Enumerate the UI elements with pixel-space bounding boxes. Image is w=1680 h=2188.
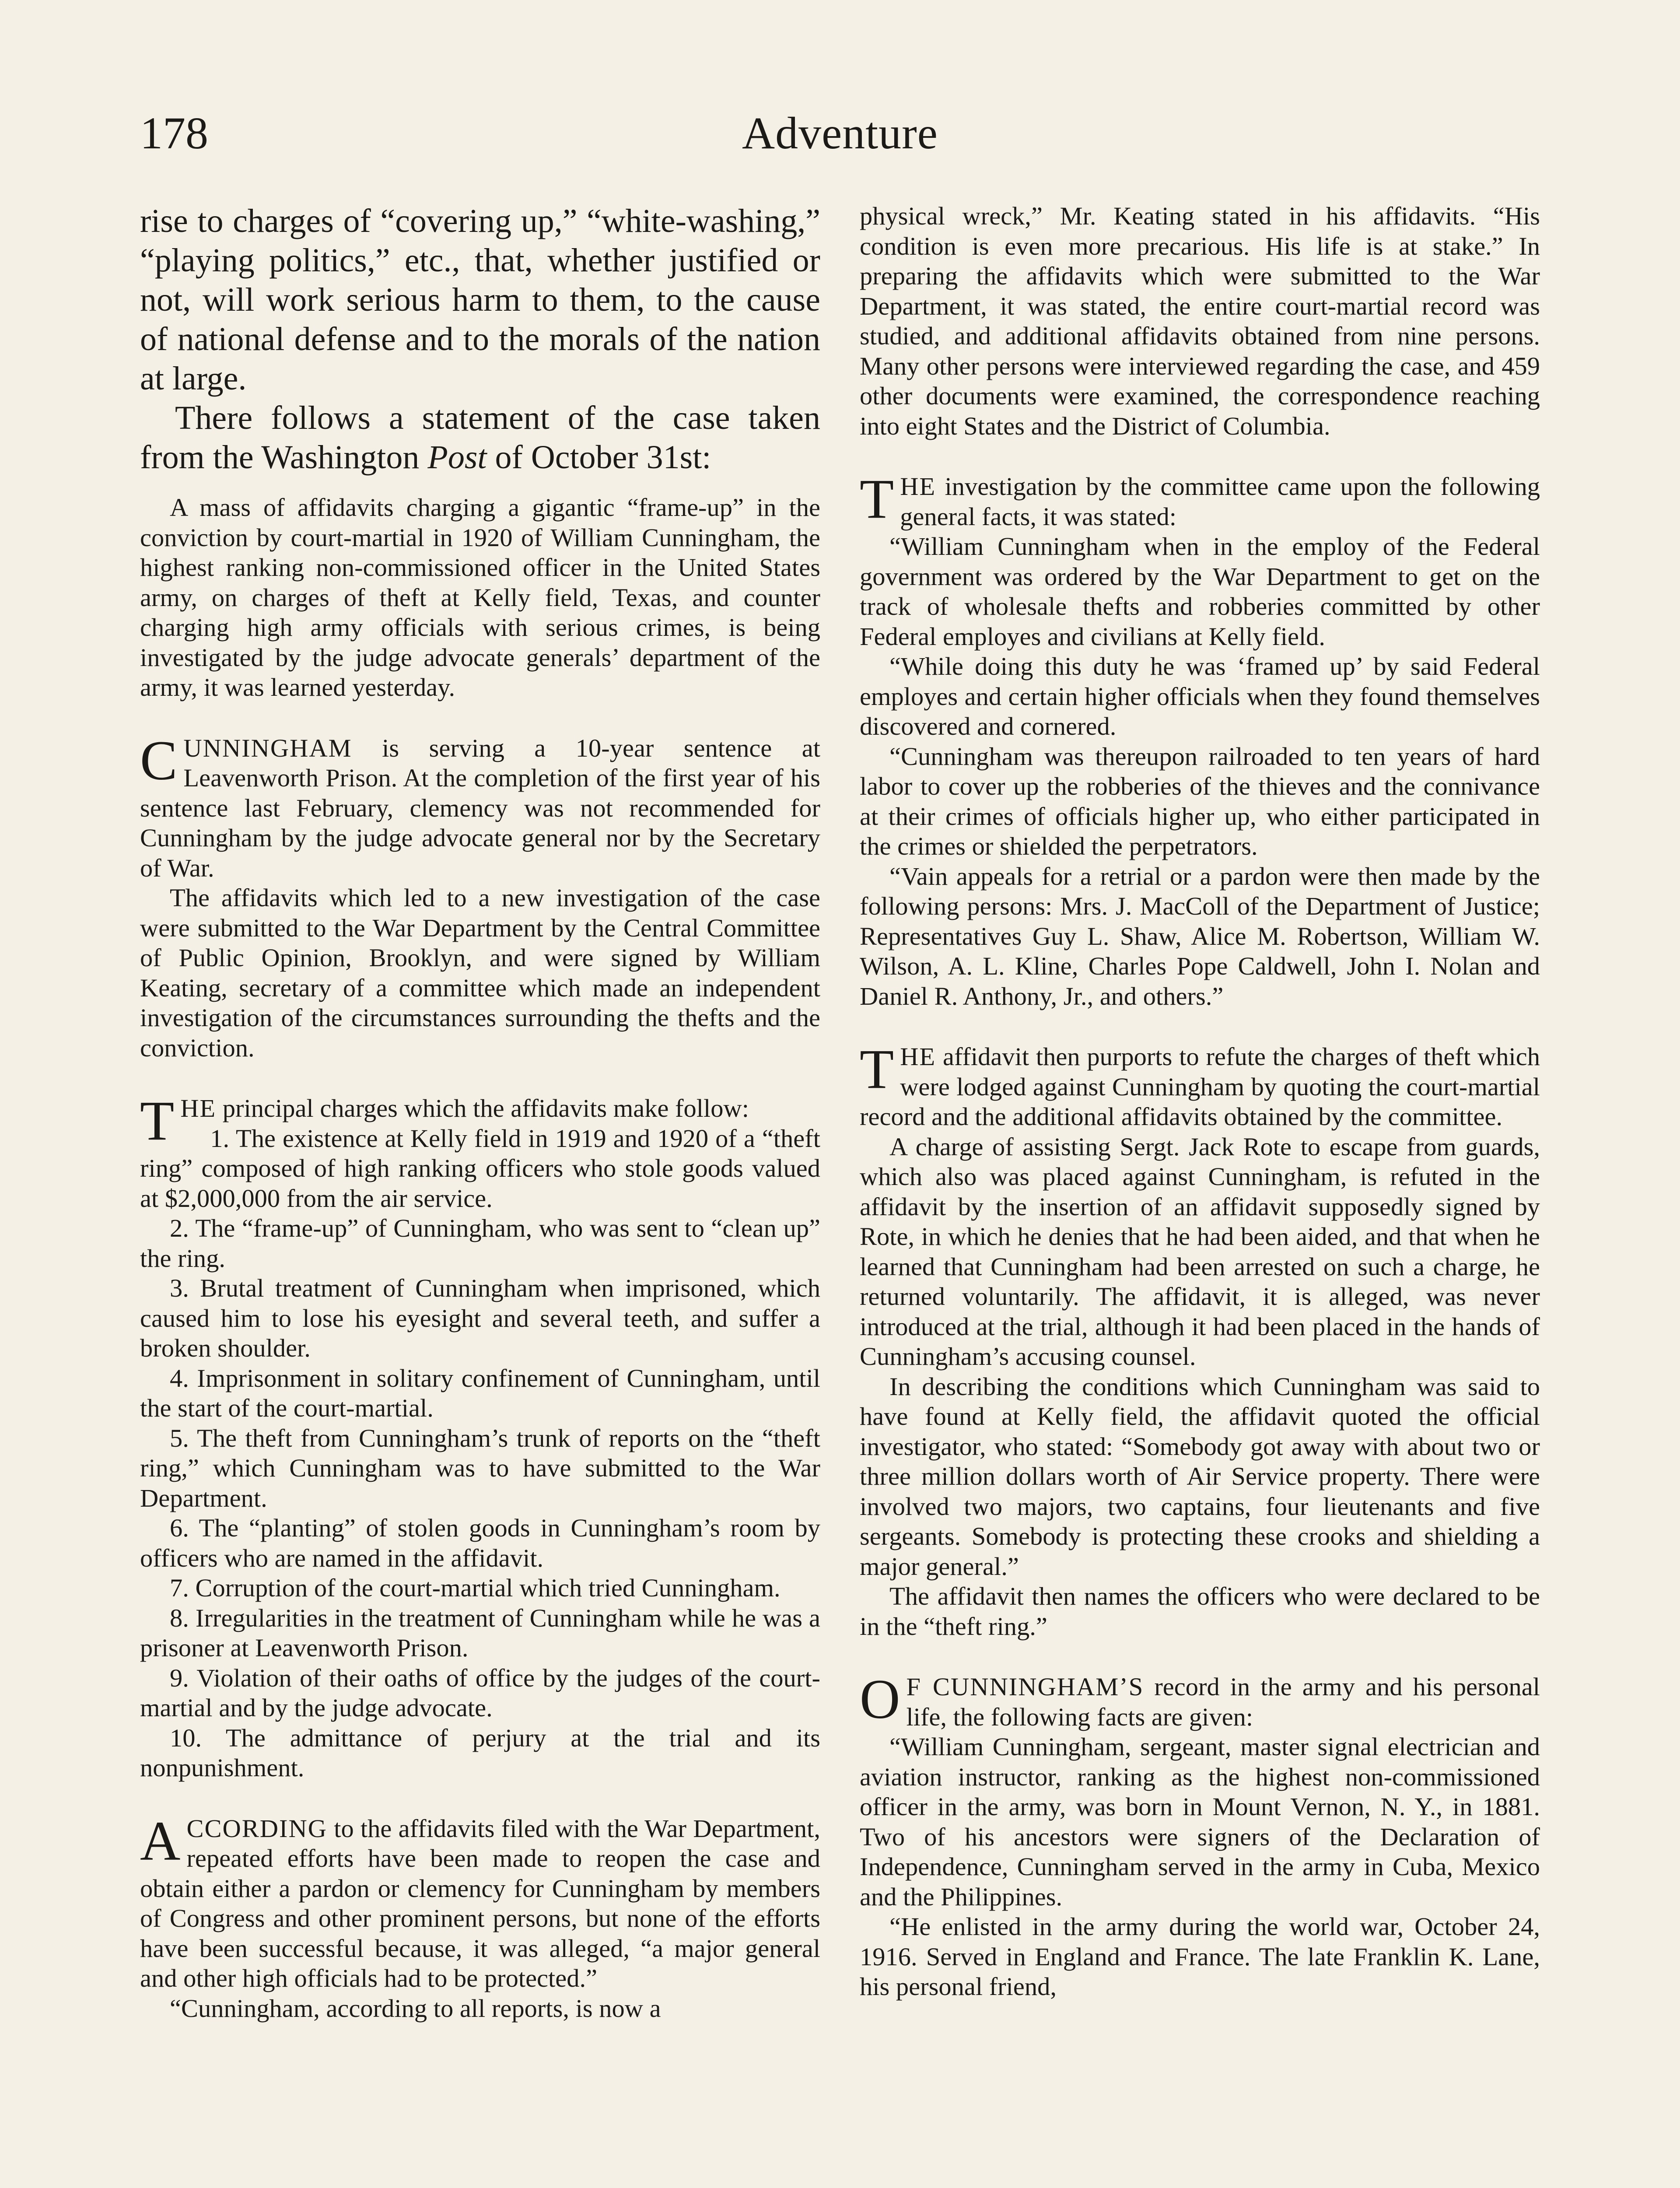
intro-text: [140, 201, 820, 477]
section-paragraph: THE affidavit then purports to refute the charges of theft which were lodged against Cunningham by quoting the court-martial record and the additional affidavits obtained by the committee.: [860, 1038, 1540, 1131]
section-paragraph: A charge of assisting Sergt. Jack Rote to escape from guards, which also was placed against Cunningham, is refuted in the affidavit by the insertion of an affidavit supposedly signed by Rote, in which he denies that he had been aided, and that when he learned that Cunningham had been arrested on such a charge, he returned voluntarily. The affidavit, it is alleged, was never introduced at the trial, although it had been placed in the hands of Cunningham’s accusing counsel.: [860, 1132, 1540, 1371]
section-paragraph: “Cunningham, according to all reports, is now a: [170, 1994, 661, 2023]
section-paragraph: THE principal charges which the affidavits make follow:: [140, 1090, 749, 1152]
section-paragraph: “Vain appeals for a retrial or a pardon were then made by the following persons: Mrs. J. MacColl of the Department of Justice; Representatives Guy L. Shaw, Alice M. Robertson, William W. Wilson, A. L. Kline, Charles Pope Caldwell, John I. Nolan and Daniel R. Anthony, Jr., and others.”: [860, 862, 1540, 1010]
section-general-facts: [860, 468, 1540, 1011]
section-according-affidavits: [140, 1809, 820, 2024]
left-column: [140, 201, 820, 2023]
drop-cap: T: [140, 1090, 175, 1152]
charge-item: 10. The admittance of perjury at the trial and its nonpunishment.: [140, 1723, 820, 1782]
section-paragraph: The affidavits which led to a new investigation of the case were submitted to the War Department by the Central Committee of Public Opinion, Brooklyn, and were signed by William Keating, secretary of a committee which made an independent investigation of the circumstances surrounding the thefts and the conviction.: [140, 884, 820, 1062]
charge-item: 9. Violation of their oaths of office by the judges of the court-martial and by the judge advocate.: [140, 1663, 820, 1722]
charge-item: 2. The “frame-up” of Cunningham, who was sent to “clean up” the ring.: [140, 1214, 820, 1273]
charge-item: 5. The theft from Cunningham’s trunk of reports on the “theft ring,” which Cunningham was to have submitted to the War Department.: [140, 1424, 820, 1512]
drop-cap: O: [860, 1668, 900, 1730]
charge-item: 6. The “planting” of stolen goods in Cunningham’s room by officers who are named in the affidavit.: [140, 1514, 820, 1572]
section-paragraph: CUNNINGHAM is serving a 10-year sentence at Leavenworth Prison. At the completion of the first year of his sentence last February, clemency was not recommended for Cunningham by the judge advocate general nor by the Secretary of War.: [140, 729, 820, 882]
charge-item: 3. Brutal treatment of Cunningham when imprisoned, which caused him to lose his eyesight and several teeth, and suffer a broken shoulder.: [140, 1274, 820, 1362]
lead-paragraph: A mass of affidavits charging a gigantic “frame-up” in the conviction by court-martial in 1920 of William Cunningham, the highest ranking non-commissioned officer in the United States army, on charges of theft at Kelly field, Texas, and counter charging high army officials with serious crimes, is being investigated by the judge advocate generals’ department of the army, it was learned yesterday.: [140, 493, 820, 701]
drop-cap: T: [860, 468, 894, 530]
drop-cap: C: [140, 729, 178, 792]
quoted-lead: [140, 493, 820, 703]
section-principal-charges: [140, 1090, 820, 1783]
running-head-title: Adventure: [742, 108, 938, 158]
section-paragraph: “William Cunningham, sergeant, master signal electrician and aviation instructor, ranking as the highest non-commissioned officer in the army, was born in Mount Vernon, N. Y., in 1881. Two of his ancestors were signers of the Declaration of Independence, Cunningham served in the army in Cuba, Mexico and the Philippines.: [860, 1732, 1540, 1911]
section-paragraph: The affidavit then names the officers who were declared to be in the “theft ring.”: [860, 1582, 1540, 1641]
section-paragraph: physical wreck,” Mr. Keating stated in his affidavits. “His condition is even more precarious. His life is at stake.” In preparing the affidavits which were submitted to the War Department, it was stated, the entire court-martial record was studied, and additional affidavits obtained from nine persons. Many other persons were interviewed regarding the case, and 459 other documents were examined, the correspondence reaching into eight States and the District of Columbia.: [860, 202, 1540, 440]
drop-cap: A: [140, 1809, 181, 1872]
page-number: 178: [140, 108, 208, 158]
section-paragraph: “He enlisted in the army during the world war, October 24, 1916. Served in England and France. The late Franklin K. Lane, his personal friend,: [860, 1912, 1540, 2001]
section-paragraph: In describing the conditions which Cunningham was said to have found at Kelly field, the affidavit quoted the official investigator, who stated: “Somebody got away with about two or three million dollars worth of Air Service property. There were involved two majors, two captains, four lieutenants and five sergeants. Somebody is protecting these crooks and shielding a major general.”: [860, 1372, 1540, 1581]
intro-paragraph-source: There follows a statement of the case taken from the Washington Post of October 31st:: [140, 400, 820, 476]
drop-cap: T: [860, 1038, 894, 1100]
charge-item: 7. Corruption of the court-martial which tried Cunningham.: [170, 1574, 780, 1602]
section-paragraph: THE investigation by the committee came upon the following general facts, it was stated:: [860, 468, 1540, 531]
section-refute-charges: [860, 1038, 1540, 1641]
right-column: [860, 201, 1540, 2002]
charge-item: 4. Imprisonment in solitary confinement of Cunningham, until the start of the court-martial.: [140, 1364, 820, 1422]
section-keating-statement: [860, 201, 1540, 441]
section-paragraph: “William Cunningham when in the employ of the Federal government was ordered by the War Department to get on the track of wholesale thefts and robberies committed by other Federal employes and civilians at Kelly field.: [860, 532, 1540, 651]
page-header: [140, 107, 1540, 168]
section-cunningham-sentence: [140, 729, 820, 1063]
charge-item: 1. The existence at Kelly field in 1919 and 1920 of a “theft ring” composed of high ranking officers who stole goods valued at $2,000,000 from the air service.: [140, 1124, 820, 1213]
section-paragraph: O F CUNNINGHAM’S record in the army and his personal life, the following facts are given:: [860, 1668, 1540, 1731]
section-cunningham-record: [860, 1668, 1540, 2002]
section-paragraph: ACCORDING to the affidavits filed with the War Department, repeated efforts have been made to reopen the case and obtain either a pardon or clemency for Cunningham by members of Congress and other prominent persons, but none of the efforts have been successful because, it was alleged, “a major general and other high officials had to be protected.”: [140, 1809, 820, 1992]
intro-paragraph: rise to charges of “covering up,” “white-washing,” “playing politics,” etc., that, whether justified or not, will work serious harm to them, to the cause of national defense and to the morals of the nation at large.: [140, 203, 820, 397]
section-paragraph: “Cunningham was thereupon railroaded to ten years of hard labor to cover up the robberies of the thieves and the connivance at their crimes of officials higher up, who either participated in the crimes or shielded the perpetrators.: [860, 742, 1540, 860]
section-paragraph: “While doing this duty he was ‘framed up’ by said Federal employes and certain higher officials when they found themselves discovered and cornered.: [860, 652, 1540, 740]
charge-item: 8. Irregularities in the treatment of Cunningham while he was a prisoner at Leavenworth Prison.: [140, 1603, 820, 1662]
